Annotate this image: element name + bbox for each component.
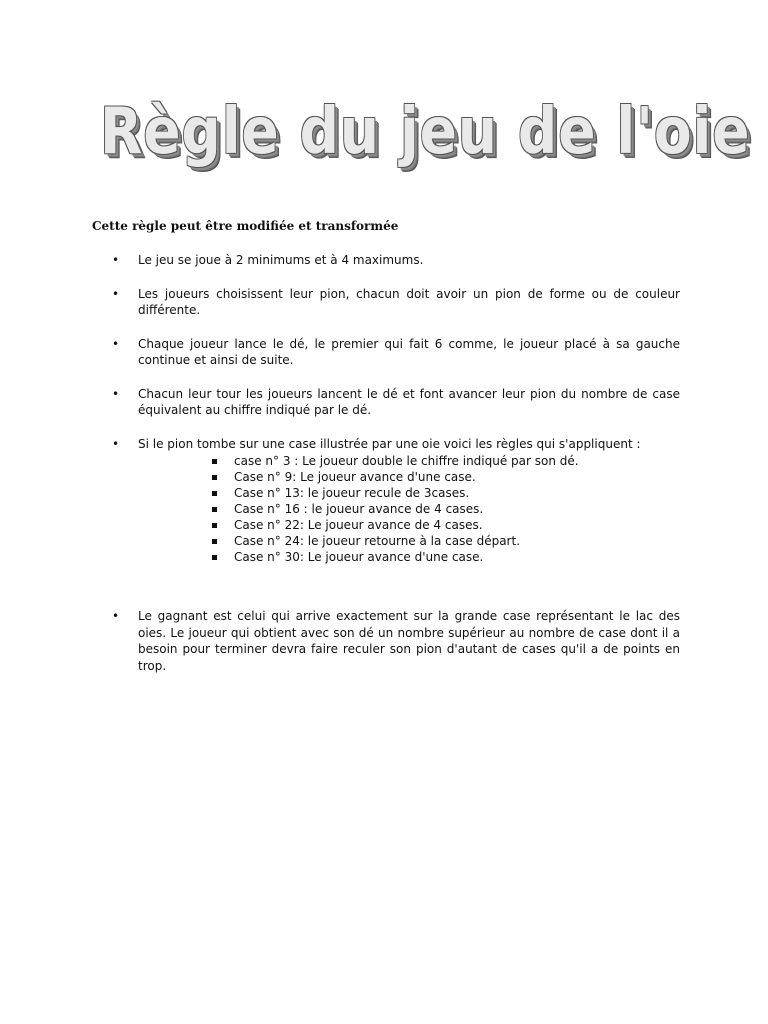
cases-list [210,453,680,565]
square-bullet-icon [212,539,217,544]
list-item [112,286,680,319]
case-text: Case n° 13: le joueur recule de 3cases. [234,486,470,500]
square-bullet-icon [212,491,217,496]
list-item [112,436,680,592]
rule-text: Chacun leur tour les joueurs lancent le dé et font avancer leur pion du nombre de case équivalent au chiffre indiqué par le dé. [138,386,680,417]
rules-list [112,252,680,691]
rule-text: Si le pion tombe sur une case illustrée par une oie voici les règles qui s'appliquent : [138,436,641,451]
case-text: Case n° 30: Le joueur avance d'une case. [234,550,484,564]
square-bullet-icon [212,507,217,512]
case-text: Case n° 24: le joueur retourne à la case départ. [234,534,521,548]
rule-text: Le gagnant est celui qui arrive exactement sur la grande case représentant le lac des oies. Le joueur qui obtient avec son dé un nombre supérieur au nombre de case dont il a besoin pour terminer devra faire reculer son pion d'autant de cases qu'il a de points en trop. [138,609,680,673]
document-subtitle: Cette règle peut être modifiée et transformée [92,219,399,233]
rule-text: Les joueurs choisissent leur pion, chacun doit avoir un pion de forme ou de couleur différente. [138,286,680,317]
bullet-icon: • [112,436,120,451]
case-item [210,469,680,485]
square-bullet-icon [212,555,217,560]
bullet-icon: • [112,253,120,267]
list-item [112,252,680,269]
square-bullet-icon [212,459,217,464]
bullet-icon: • [112,336,120,351]
rule-text: Chaque joueur lance le dé, le premier qui fait 6 comme, le joueur placé à sa gauche continue et ainsi de suite. [138,336,680,367]
document-title: Règle du jeu de l'oie [100,95,751,169]
case-item [210,549,680,565]
case-item [210,517,680,533]
case-text: Case n° 9: Le joueur avance d'une case. [234,470,476,484]
list-item [112,336,680,369]
case-item [210,533,680,549]
spacer [138,565,680,591]
case-text: Case n° 16 : le joueur avance de 4 cases. [234,502,484,516]
case-text: case n° 3 : Le joueur double le chiffre indiqué par son dé. [234,454,579,468]
list-item [112,386,680,419]
case-item [210,501,680,517]
case-item [210,453,680,469]
square-bullet-icon [212,475,217,480]
list-item [112,608,680,674]
bullet-icon: • [112,386,120,401]
rule-text: Le jeu se joue à 2 minimums et à 4 maximums. [138,253,424,267]
case-item [210,485,680,501]
bullet-icon: • [112,609,120,623]
case-text: Case n° 22: Le joueur avance de 4 cases. [234,518,483,532]
bullet-icon: • [112,286,120,301]
square-bullet-icon [212,523,217,528]
